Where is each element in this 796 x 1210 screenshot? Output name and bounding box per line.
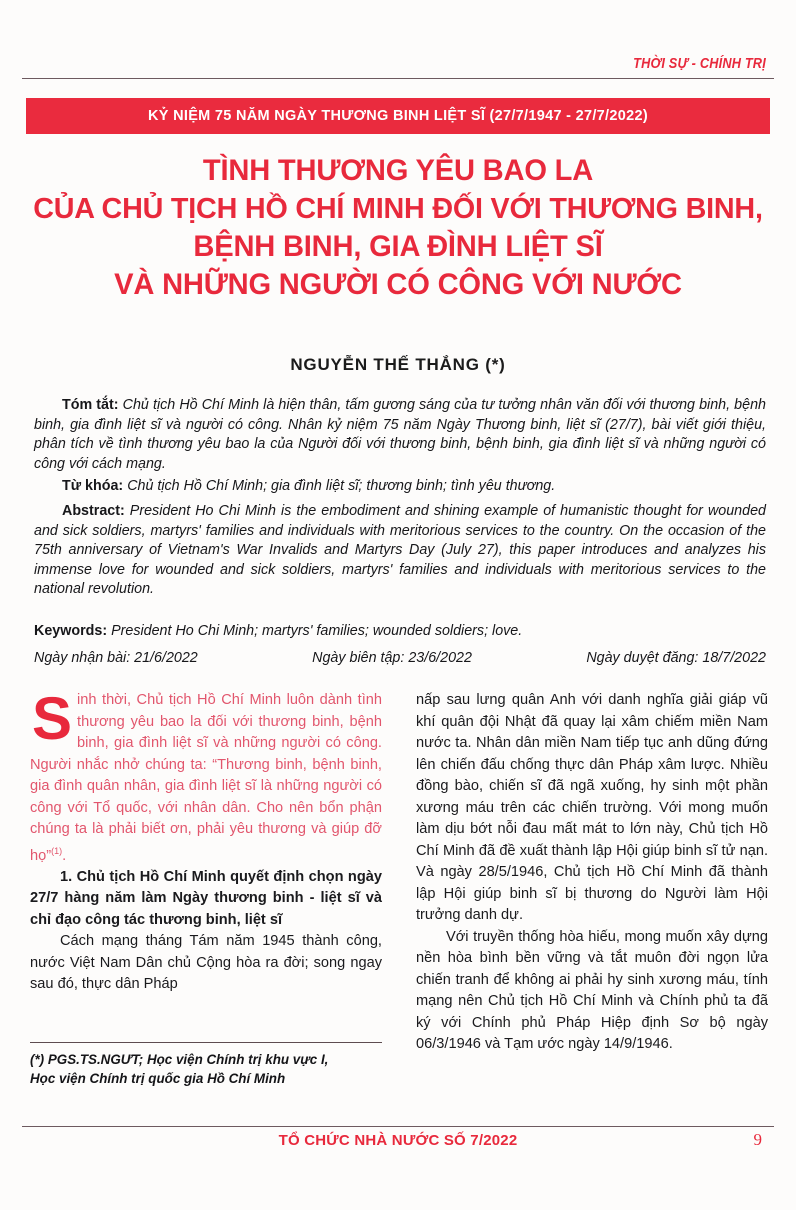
right-paragraph-2: Với truyền thống hòa hiếu, mong muốn xây dựng nền hòa bình bền vững và tắt muôn đời ngọn lửa chiến tranh để không ai phải hy sinh xương máu, tính mạng nên Chủ tịch Hồ Chí Minh và Chính phủ ta đã ký với Chính phủ Pháp Hiệp định Sơ bộ ngày 06/3/1946 và Tạm ước ngày 14/9/1946. [416,928,768,1052]
abstract-vietnamese-label: Tóm tắt: [62,397,119,413]
keywords-vietnamese-text: Chủ tịch Hồ Chí Minh; gia đình liệt sĩ; thương binh; tình yêu thương. [127,478,556,494]
page-number: 9 [753,1130,762,1149]
date-approved: Ngày duyệt đăng: 18/7/2022 [586,650,766,666]
date-received: Ngày nhận bài: 21/6/2022 [34,650,198,666]
footer-divider-rule [22,1126,774,1127]
abstract-english-text: President Ho Chi Minh is the embodiment and shining example of humanistic thought for wounded and sick soldiers, martyrs' families and individuals with meritorious services to the country. On the occasion of the 75th anniversary of Vietnam's War Invalids and Martyrs Day (July 27), this paper introduces and analyzes his immense love for wounded and sick soldiers, martyrs' families and individuals with meritorious services to the national revolution. [34,503,766,598]
anniversary-banner [26,98,770,134]
author-name: NGUYỄN THẾ THẮNG (*) [290,355,506,374]
footnote-divider-rule [30,1042,382,1043]
abstract-english-label: Abstract: [62,503,125,519]
abstract-vietnamese-text: Chủ tịch Hồ Chí Minh là hiện thân, tấm gương sáng của tư tưởng nhân văn đối với thương binh, bệnh binh, gia đình liệt sĩ và người có công. Nhân kỷ niệm 75 năm Ngày Thương binh, liệt sĩ (27/7), bài viết giới thiệu, phân tích về tình thương yêu bao la của Người đối với thương binh, bệnh binh, gia đình liệt sĩ và những người có công với cách mạng. [34,397,766,472]
publication-dates [34,650,766,666]
abstract-vietnamese [34,396,766,474]
column-left [30,685,382,996]
section-heading-1: 1. Chủ tịch Hồ Chí Minh quyết định chọn ngày 27/7 hàng năm làm Ngày thương binh - liệt sĩ và chỉ đạo công tác thương binh, liệt sĩ [30,868,382,928]
title-line-1: TÌNH THƯƠNG YÊU BAO LA [202,154,594,187]
drop-cap: S [32,685,73,752]
title-line-4: VÀ NHỮNG NGƯỜI CÓ CÔNG VỚI NƯỚC [114,268,682,301]
keywords-english [34,622,766,642]
body-columns [30,685,768,1100]
title-line-2: CỦA CHỦ TỊCH HỒ CHÍ MINH ĐỐI VỚI THƯƠNG BINH, [33,193,763,225]
running-head: THỜI SỰ - CHÍNH TRỊ [633,56,766,72]
column-right [416,690,768,1056]
author-affiliation-footnote [30,1050,384,1088]
footnote-marker-1: (1) [51,845,63,856]
header-divider-rule [22,78,774,79]
anniversary-banner-text: KỶ NIỆM 75 NĂM NGÀY THƯƠNG BINH LIỆT SĨ (27/7/1947 - 27/7/2022) [148,108,648,124]
date-edited: Ngày biên tập: 23/6/2022 [312,650,472,666]
article-title [18,152,778,304]
right-paragraph-1: nấp sau lưng quân Anh với danh nghĩa giải giáp vũ khí quân đội Nhật đã quay lại xâm chiếm miền Nam nước ta. Nhân dân miền Nam tiếp tục anh dũng đứng lên chiến đấu chống thực dân Pháp xâm lược. Nhiều đồng bào, chiến sĩ đã ngã xuống, hy sinh một phần xương máu trên các chiến trường. Với mong muốn làm dịu bớt nỗi đau mất mát to lớn này, Chủ tịch Hồ Chí Minh đã đề xuất thành lập Hội giúp binh sĩ tử nạn. Và ngày 28/5/1946, Chủ tịch Hồ Chí Minh đã thành lập Hội giúp binh sĩ bị thương do Người làm Hội trưởng danh dự. [416,692,768,923]
footnote-line-1: (*) PGS.TS.NGƯT; Học viện Chính trị khu vực I, [30,1052,329,1067]
title-line-3: BỆNH BINH, GIA ĐÌNH LIỆT SĨ [193,230,603,263]
journal-footer-title: TỔ CHỨC NHÀ NƯỚC SỐ 7/2022 [278,1132,518,1149]
lead-paragraph-text: inh thời, Chủ tịch Hồ Chí Minh luôn dành tình thương yêu bao la đối với thương binh, bệnh binh, gia đình liệt sĩ và những người có công. Người nhắc nhở chúng ta: “Thương binh, bệnh binh, gia đình quân nhân, gia đình liệt sĩ là những người có công với Tổ quốc, với nhân dân. Cho nên bổn phận chúng ta là phải biết ơn, phải yêu thương và giúp đỡ họ” [30,692,382,864]
keywords-english-label: Keywords: [34,623,108,639]
left-paragraph-2: Cách mạng tháng Tám năm 1945 thành công, nước Việt Nam Dân chủ Cộng hòa ra đời; song ngay sau đó, thực dân Pháp [30,933,382,993]
abstract-english [34,502,766,600]
keywords-vietnamese-label: Từ khóa: [62,478,124,494]
keywords-vietnamese [34,477,766,497]
lead-paragraph [30,685,382,867]
lead-paragraph-end: . [62,847,67,864]
footnote-line-2: Học viện Chính trị quốc gia Hồ Chí Minh [30,1071,286,1086]
keywords-english-text: President Ho Chi Minh; martyrs' families; wounded soldiers; love. [111,623,523,639]
